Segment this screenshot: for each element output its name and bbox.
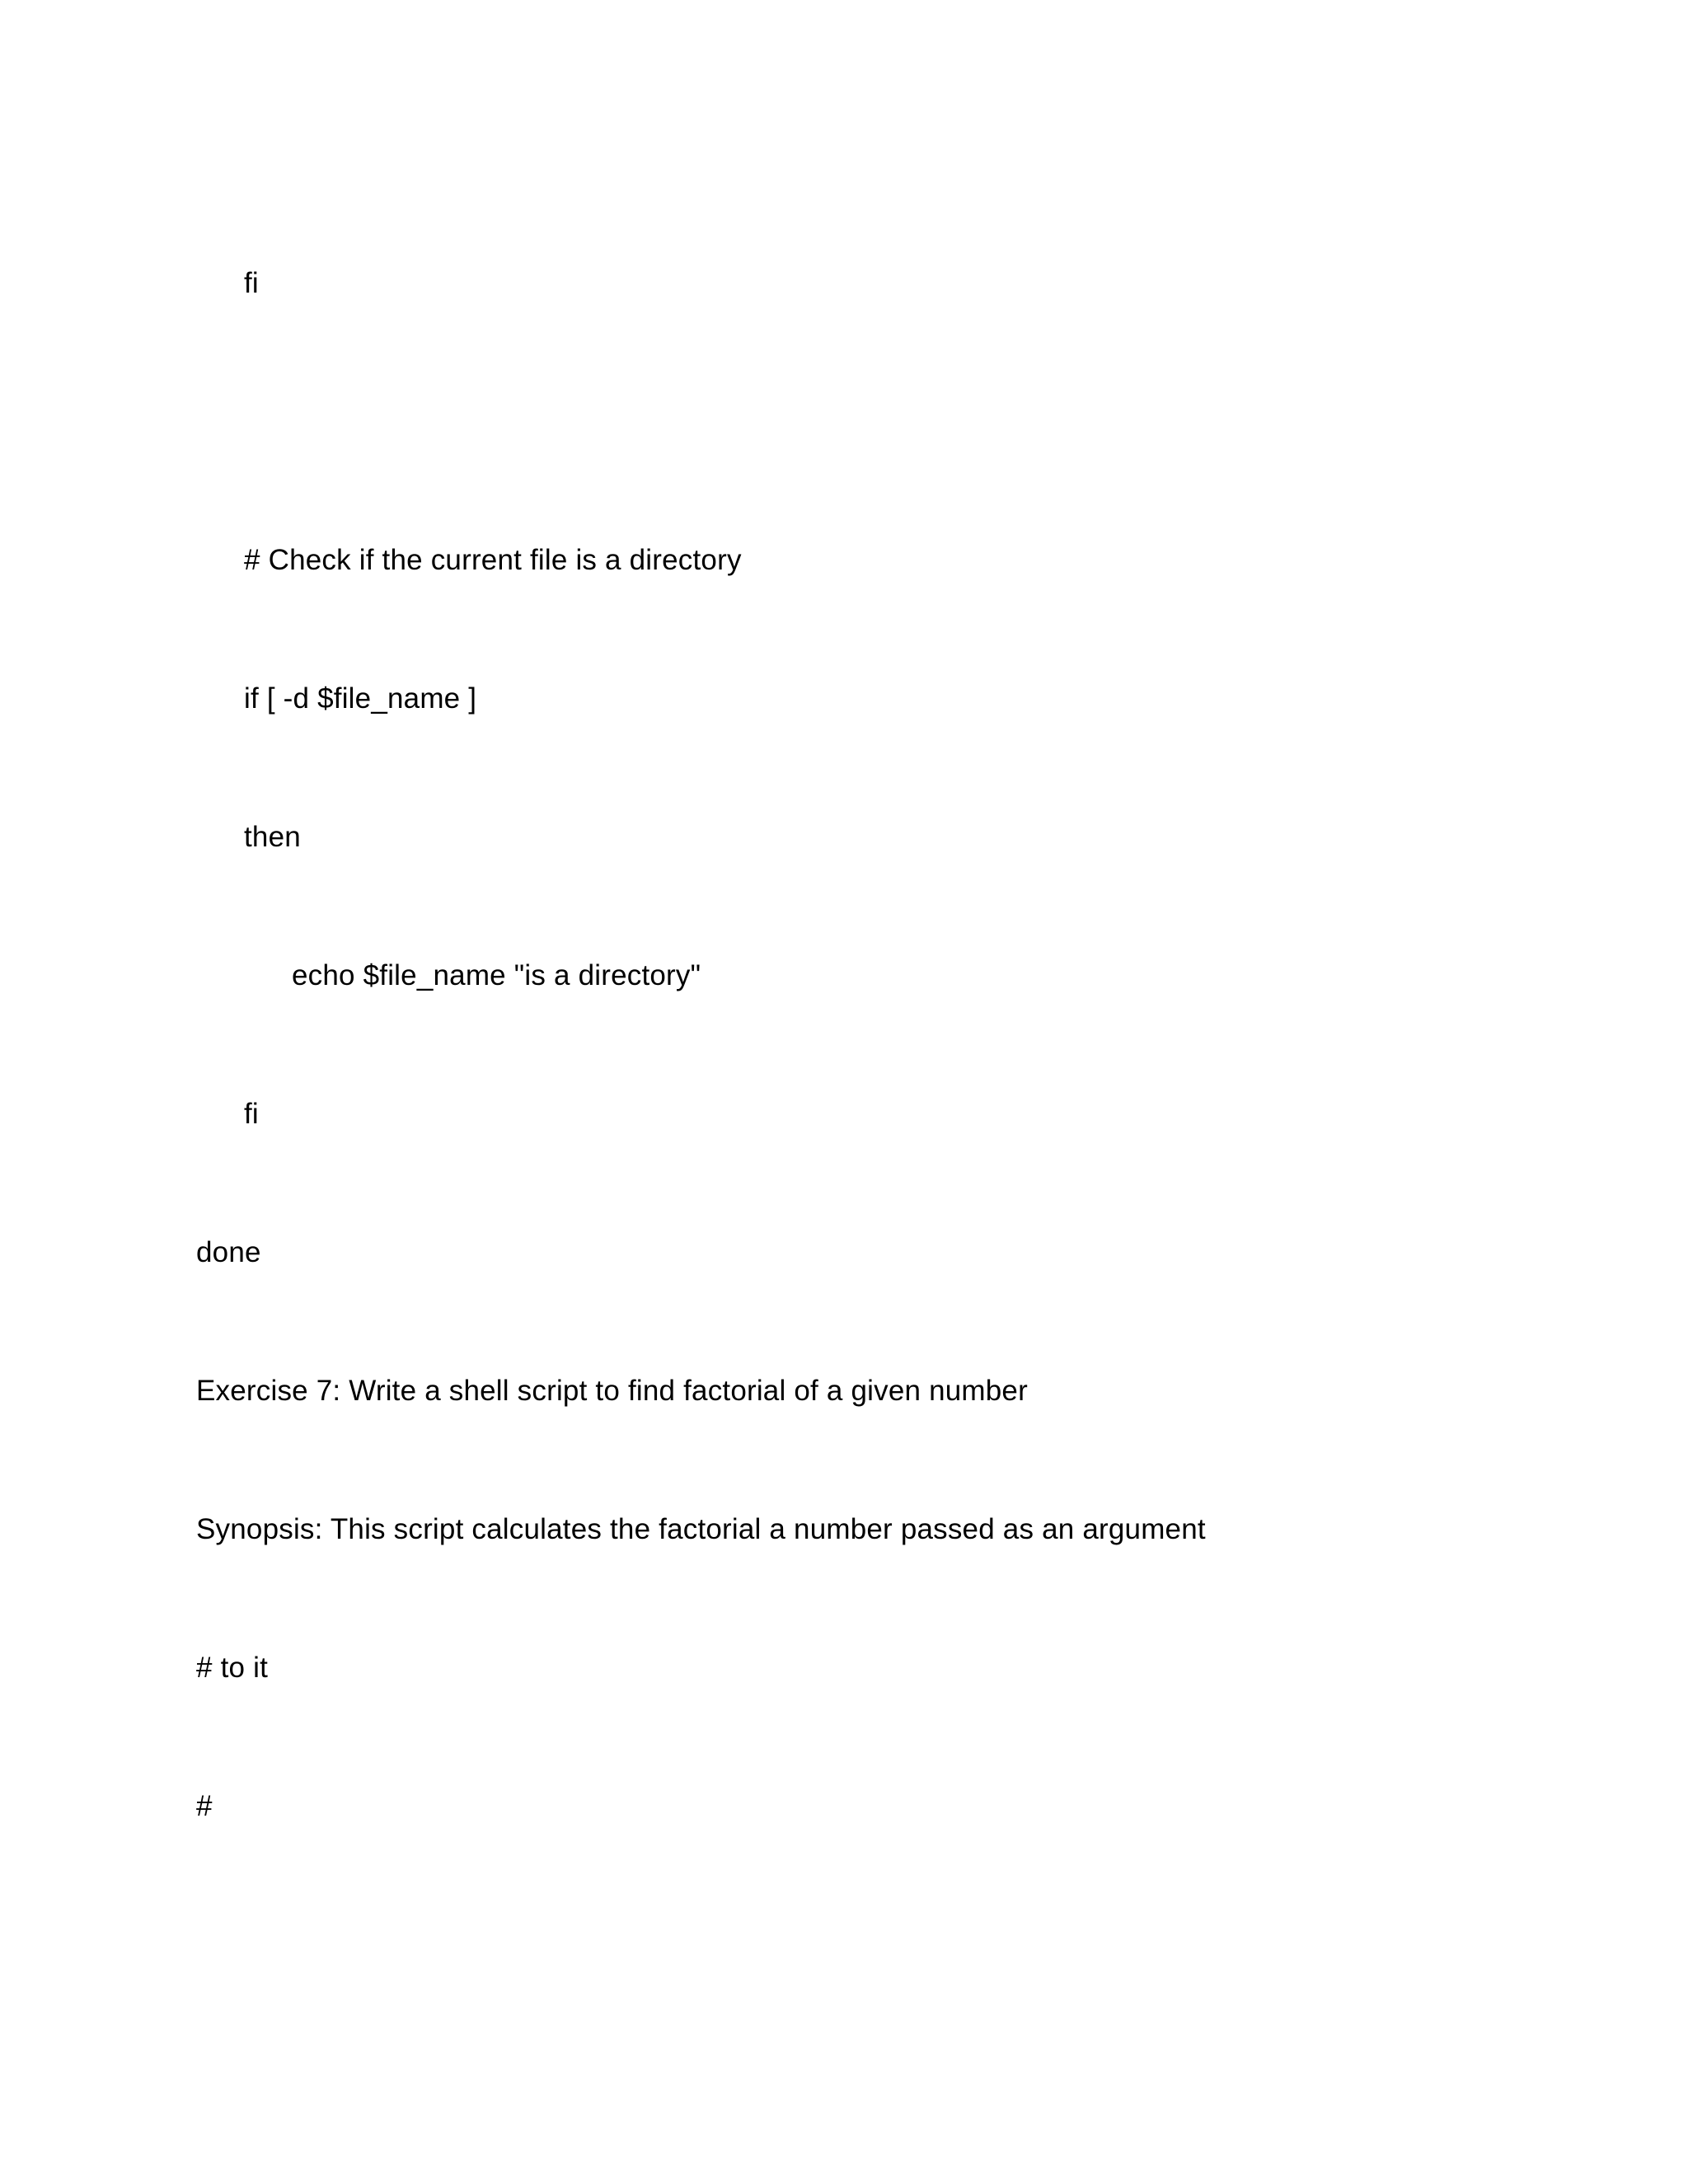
code-comment-hash: # — [196, 1790, 213, 1822]
exercise-heading: Exercise 7: Write a shell script to find factorial of a given number — [196, 1375, 1028, 1407]
synopsis-text: Synopsis: This script calculates the factorial a number passed as an argument — [196, 1513, 1206, 1545]
code-line-fi-2: fi — [244, 1098, 259, 1130]
code-comment-to-it: # to it — [196, 1652, 269, 1684]
code-line-fi-1: fi — [244, 267, 259, 299]
code-line-done: done — [196, 1236, 261, 1268]
code-line-then: then — [244, 821, 301, 853]
code-line-if-dir: if [ -d $file_name ] — [244, 682, 477, 715]
code-line-echo: echo $file_name "is a directory" — [292, 959, 701, 991]
code-comment-check-dir: # Check if the current file is a directory — [244, 544, 742, 576]
